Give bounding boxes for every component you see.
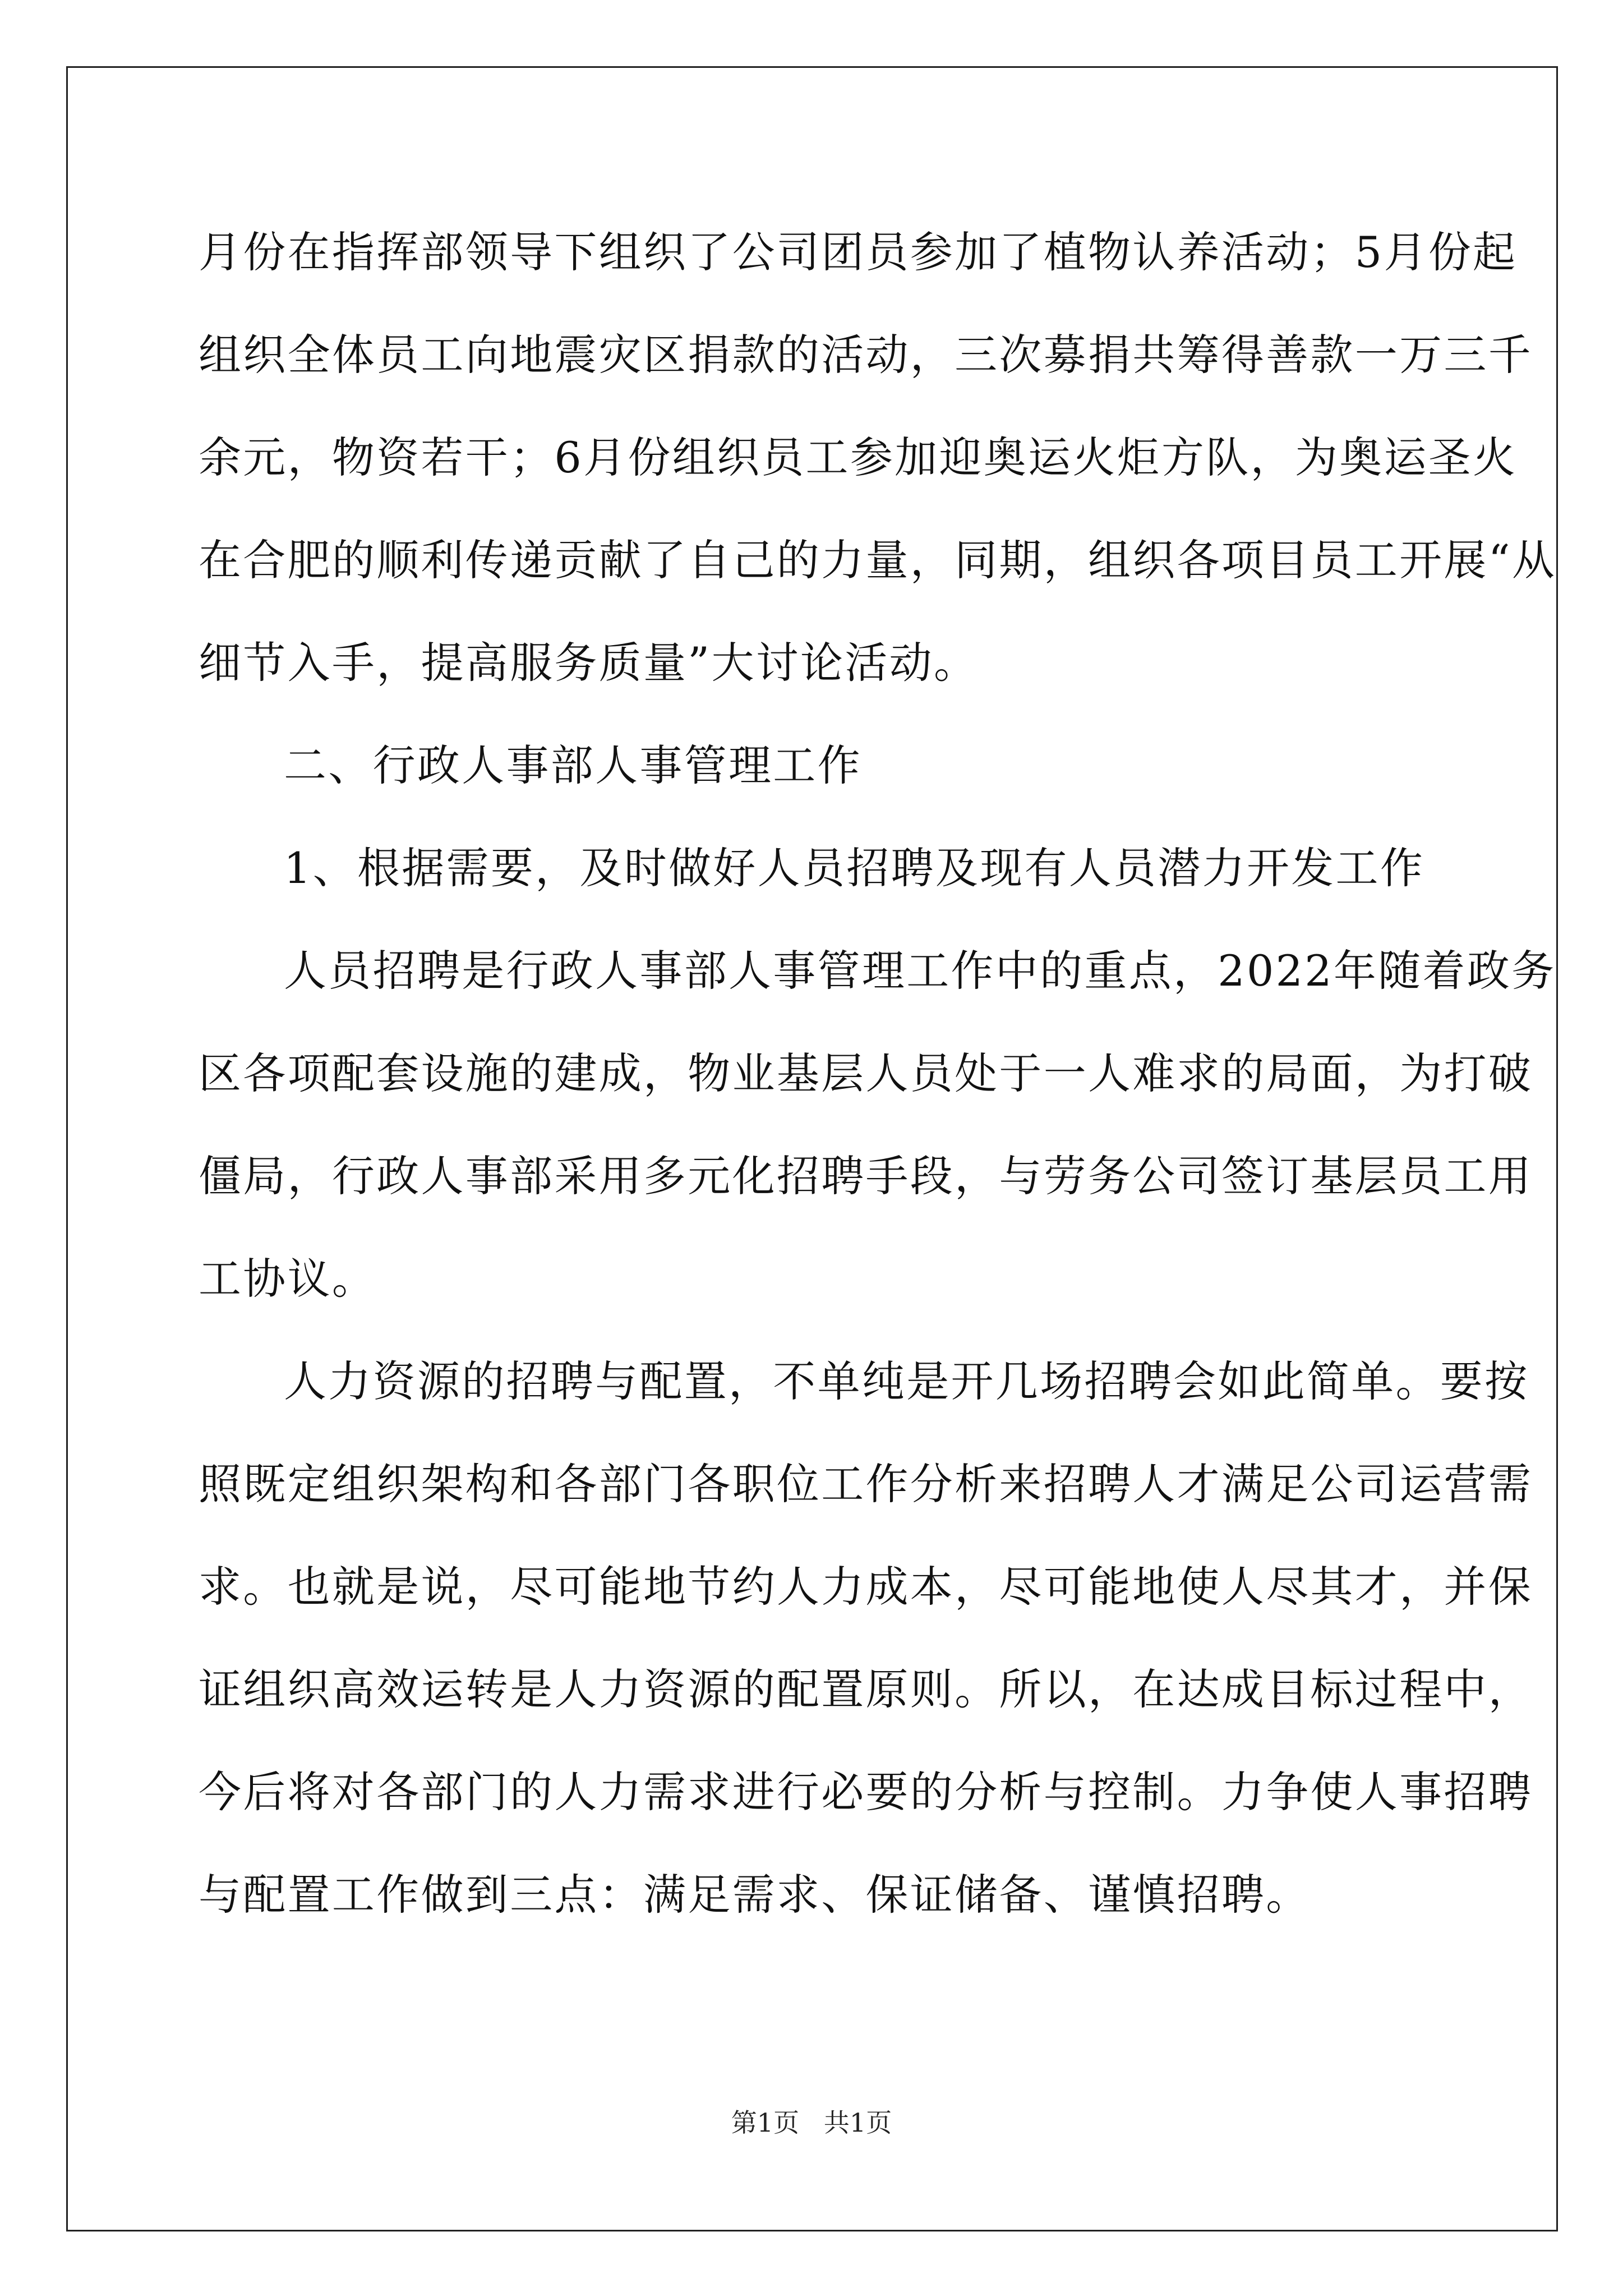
paragraph-line: 僵局，行政人事部采用多元化招聘手段，与劳务公司签订基层员工用 xyxy=(199,1151,1533,1201)
paragraph-line: 细节入手，提高服务质量”大讨论活动。 xyxy=(199,638,979,688)
paragraph-line: 余元，物资若干；6月份组织员工参加迎奥运火炬方队，为奥运圣火 xyxy=(199,432,1518,482)
subsection-heading: 1、根据需要，及时做好人员招聘及现有人员潜力开发工作 xyxy=(284,843,1425,893)
page-number-footer: 第1页 共1页 xyxy=(731,2108,892,2138)
paragraph-line: 求。也就是说，尽可能地节约人力成本，尽可能地使人尽其才，并保 xyxy=(199,1562,1533,1612)
paragraph-line: 月份在指挥部领导下组织了公司团员参加了植物认养活动；5月份起 xyxy=(199,227,1518,277)
paragraph-line: 人员招聘是行政人事部人事管理工作中的重点，2022年随着政务 xyxy=(284,946,1556,996)
paragraph-line: 证组织高效运转是人力资源的配置原则。所以，在达成目标过程中， xyxy=(199,1664,1533,1714)
document-body xyxy=(199,219,1557,1964)
paragraph-line: 今后将对各部门的人力需求进行必要的分析与控制。力争使人事招聘 xyxy=(199,1767,1533,1817)
paragraph-line: 与配置工作做到三点：满足需求、保证储备、谨慎招聘。 xyxy=(199,1870,1311,1920)
paragraph-line: 区各项配套设施的建成，物业基层人员处于一人难求的局面，为打破 xyxy=(199,1048,1533,1098)
paragraph-line: 组织全体员工向地震灾区捐款的活动，三次募捐共筹得善款一万三千 xyxy=(199,330,1533,380)
paragraph-line: 人力资源的招聘与配置，不单纯是开几场招聘会如此简单。要按 xyxy=(284,1356,1529,1406)
paragraph-line: 工协议。 xyxy=(199,1254,377,1304)
paragraph-line: 照既定组织架构和各部门各职位工作分析来招聘人才满足公司运营需 xyxy=(199,1459,1533,1509)
section-heading: 二、行政人事部人事管理工作 xyxy=(284,740,862,790)
paragraph-line: 在合肥的顺利传递贡献了自己的力量，同期，组织各项目员工开展“从 xyxy=(199,535,1557,585)
